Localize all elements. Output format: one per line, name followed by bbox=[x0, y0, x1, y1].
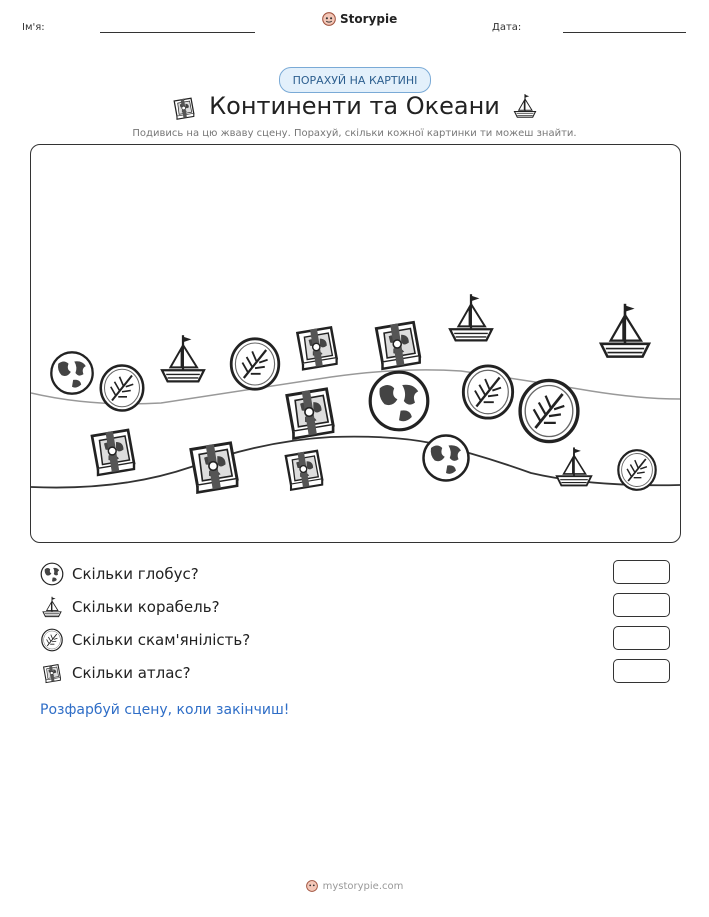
globe-icon bbox=[51, 352, 92, 393]
storypie-mascot-icon bbox=[322, 12, 336, 26]
ship-icon bbox=[511, 92, 539, 120]
atlas-icon bbox=[40, 661, 64, 685]
answer-box-fossil[interactable] bbox=[613, 626, 670, 650]
ship-icon bbox=[450, 294, 492, 340]
storypie-logo bbox=[322, 12, 397, 26]
storypie-mascot-icon bbox=[306, 880, 318, 892]
answer-box-globe[interactable] bbox=[613, 560, 670, 584]
name-label: Ім'я: bbox=[22, 22, 45, 33]
ship-icon bbox=[557, 447, 592, 485]
counting-scene bbox=[30, 144, 681, 543]
question-globe bbox=[40, 562, 199, 586]
answer-box-atlas[interactable] bbox=[613, 659, 670, 683]
instructions: Подивись на цю жваву сцену. Порахуй, скільки кожної картинки ти можеш знайти. bbox=[132, 128, 577, 139]
atlas-icon bbox=[92, 430, 134, 475]
globe-icon bbox=[424, 436, 469, 481]
coloring-note: Розфарбуй сцену, коли закінчиш! bbox=[40, 702, 290, 718]
brand-footer bbox=[0, 880, 709, 892]
ship-icon bbox=[601, 304, 649, 357]
question-ship bbox=[40, 595, 220, 619]
fossil-icon bbox=[40, 628, 64, 652]
fossil-icon bbox=[520, 380, 578, 441]
fossil-icon bbox=[231, 339, 279, 389]
question-text: Скільки атлас? bbox=[72, 664, 191, 682]
logo-text: Storypie bbox=[340, 12, 398, 26]
atlas-icon bbox=[286, 451, 322, 490]
question-fossil bbox=[40, 628, 250, 652]
globe-icon bbox=[40, 562, 64, 586]
atlas-icon bbox=[287, 389, 333, 439]
fossil-icon bbox=[101, 366, 144, 411]
question-text: Скільки глобус? bbox=[72, 565, 199, 583]
section-badge: ПОРАХУЙ НА КАРТИНІ bbox=[279, 67, 431, 93]
atlas-icon bbox=[297, 327, 336, 369]
question-atlas bbox=[40, 661, 191, 685]
page-title: Континенти та Океани bbox=[209, 92, 500, 120]
date-label: Дата: bbox=[492, 22, 522, 33]
scene-drawing bbox=[31, 145, 680, 542]
question-text: Скільки корабель? bbox=[72, 598, 220, 616]
answer-box-ship[interactable] bbox=[613, 593, 670, 617]
ship-icon bbox=[40, 595, 64, 619]
name-field[interactable] bbox=[100, 32, 255, 33]
atlas-icon bbox=[376, 322, 419, 369]
fossil-icon bbox=[618, 450, 655, 490]
fossil-icon bbox=[463, 366, 512, 418]
brand-url[interactable]: mystorypie.com bbox=[322, 880, 404, 892]
globe-icon bbox=[370, 372, 428, 430]
ship-icon bbox=[162, 335, 204, 381]
atlas-icon bbox=[191, 443, 237, 493]
date-field[interactable] bbox=[563, 32, 686, 33]
question-text: Скільки скам'янілість? bbox=[72, 631, 251, 649]
